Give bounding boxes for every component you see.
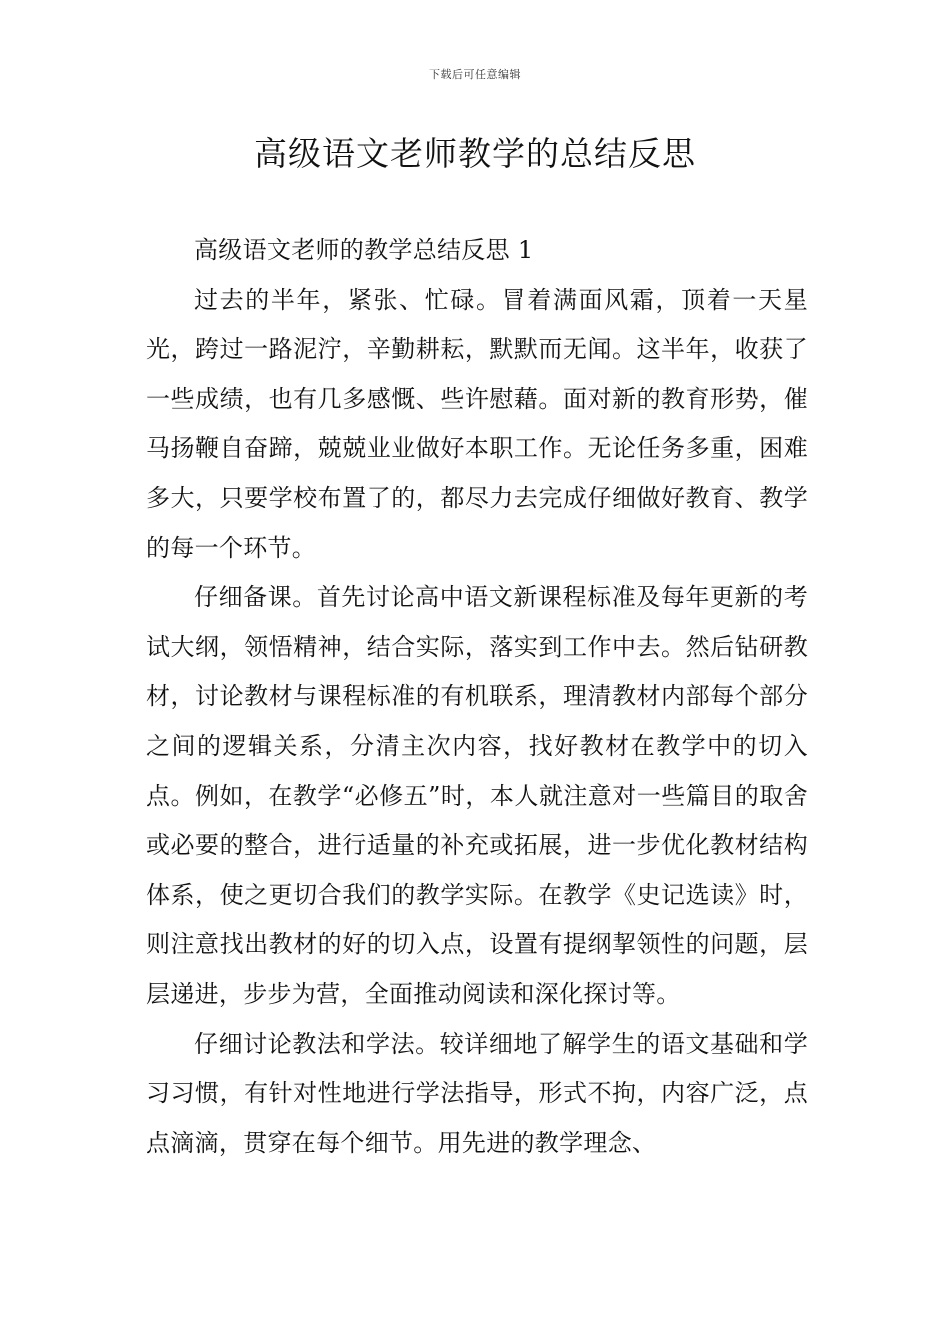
document-title: 高级语文老师教学的总结反思 xyxy=(254,134,696,173)
header-note: 下载后可任意编辑 xyxy=(429,68,521,81)
section-subtitle: 高级语文老师的教学总结反思 1 xyxy=(194,236,534,264)
document-body xyxy=(146,226,808,1168)
paragraph-1: 过去的半年，紧张、忙碌。冒着满面风霜，顶着一天星光，跨过一路泥泞，辛勤耕耘，默默而无闻。这半年，收获了一些成绩，也有几多感慨、些许慰藉。面对新的教育形势，催马扬鞭自奋蹄，兢兢业业做好本职工作。无论任务多重，困难多大，只要学校布置了的，都尽力去完成仔细做好教育、教学的每一个环节。 xyxy=(146,285,808,562)
paragraph-2: 仔细备课。首先讨论高中语文新课程标准及每年更新的考试大纲，领悟精神，结合实际，落实到工作中去。然后钻研教材，讨论教材与课程标准的有机联系，理清教材内部每个部分之间的逻辑关系，分清主次内容，找好教材在教学中的切入点。例如，在教学“必修五”时，本人就注意对一些篇目的取舍或必要的整合，进行适量的补充或拓展，进一步优化教材结构体系，使之更切合我们的教学实际。在教学《史记选读》时，则注意找出教材的好的切入点，设置有提纲挈领性的问题，层层递进，步步为营，全面推动阅读和深化探讨等。 xyxy=(146,583,808,1008)
paragraph-3: 仔细讨论教法和学法。较详细地了解学生的语文基础和学习习惯，有针对性地进行学法指导，形式不拘，内容广泛，点点滴滴，贯穿在每个细节。用先进的教学理念、 xyxy=(146,1029,808,1157)
